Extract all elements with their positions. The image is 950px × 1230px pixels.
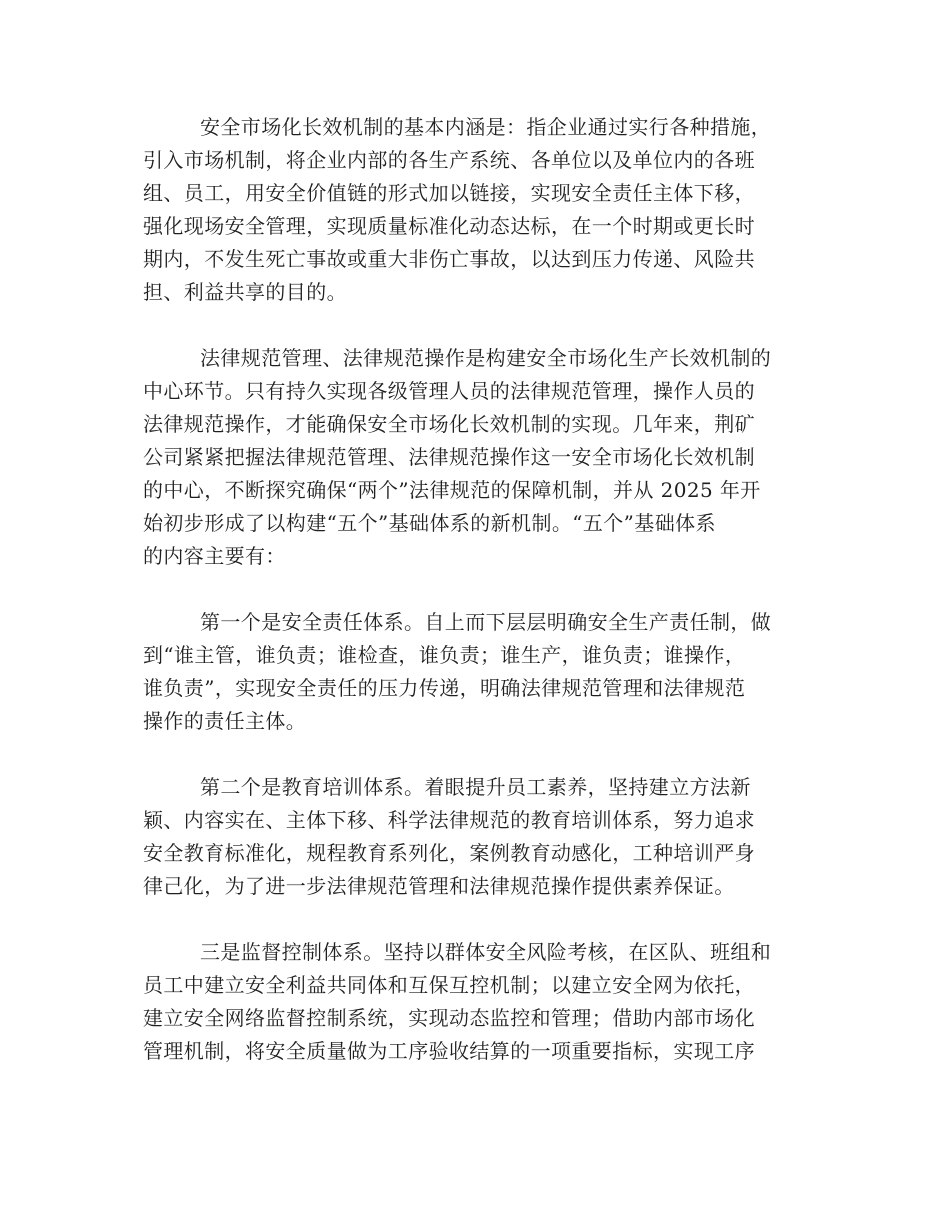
text-line: 操作的责任主体。 bbox=[143, 709, 307, 733]
text-line: 安全教育标准化，规程教育系列化，案例教育动感化，工种培训严身 bbox=[143, 841, 755, 865]
text-line: 引入市场机制，将企业内部的各生产系统、各单位以及单位内的各班 bbox=[143, 148, 755, 172]
text-line: 期内，不发生死亡事故或重大非伤亡事故，以达到压力传递、风险共 bbox=[143, 247, 755, 271]
text-line: 颖、内容实在、主体下移、科学法律规范的教育培训体系，努力追求 bbox=[143, 808, 755, 832]
text-line: 第二个是教育培训体系。着眼提升员工素养，坚持建立方法新 bbox=[200, 775, 751, 799]
text-line: 法律规范管理、法律规范操作是构建安全市场化生产长效机制的 bbox=[200, 346, 772, 370]
paragraph-responsibility-system bbox=[143, 606, 811, 738]
text-line: 公司紧紧把握法律规范管理、法律规范操作这一安全市场化长效机制 bbox=[143, 445, 755, 469]
text-line: 律己化，为了进一步法律规范管理和法律规范操作提供素养保证。 bbox=[143, 874, 735, 898]
paragraph-definition bbox=[143, 111, 811, 309]
text-line: 安全市场化长效机制的基本内涵是：指企业通过实行各种措施， bbox=[200, 115, 772, 139]
text-line: 三是监督控制体系。坚持以群体安全风险考核，在区队、班组和 bbox=[200, 940, 772, 964]
text-line: 的内容主要有： bbox=[143, 544, 286, 568]
text-line: 始初步形成了以构建“五个”基础体系的新机制。“五个”基础体系 bbox=[143, 511, 716, 535]
text-line: 第一个是安全责任体系。自上而下层层明确安全生产责任制，做 bbox=[200, 610, 772, 634]
text-line: 法律规范操作，才能确保安全市场化长效机制的实现。几年来，荆矿 bbox=[143, 412, 755, 436]
text-line: 到“谁主管，谁负责；谁检查，谁负责；谁生产，谁负责；谁操作， bbox=[143, 643, 746, 667]
paragraph-supervision-system bbox=[143, 936, 811, 1068]
paragraph-core-link bbox=[143, 342, 811, 573]
text-line: 的中心，不断探究确保“两个”法律规范的保障机制，并从 2025 年开 bbox=[143, 478, 761, 502]
document-page bbox=[143, 111, 811, 1101]
paragraph-training-system bbox=[143, 771, 811, 903]
text-line: 建立安全网络监督控制系统，实现动态监控和管理；借助内部市场化 bbox=[143, 1006, 755, 1030]
text-line: 员工中建立安全利益共同体和互保互控机制；以建立安全网为依托， bbox=[143, 973, 755, 997]
text-line: 管理机制，将安全质量做为工序验收结算的一项重要指标，实现工序 bbox=[143, 1039, 755, 1063]
text-line: 强化现场安全管理，实现质量标准化动态达标，在一个时期或更长时 bbox=[143, 214, 755, 238]
text-line: 组、员工，用安全价值链的形式加以链接，实现安全责任主体下移， bbox=[143, 181, 755, 205]
text-line: 谁负责”，实现安全责任的压力传递，明确法律规范管理和法律规范 bbox=[143, 676, 746, 700]
text-line: 中心环节。只有持久实现各级管理人员的法律规范管理，操作人员的 bbox=[143, 379, 755, 403]
text-line: 担、利益共享的目的。 bbox=[143, 280, 347, 304]
